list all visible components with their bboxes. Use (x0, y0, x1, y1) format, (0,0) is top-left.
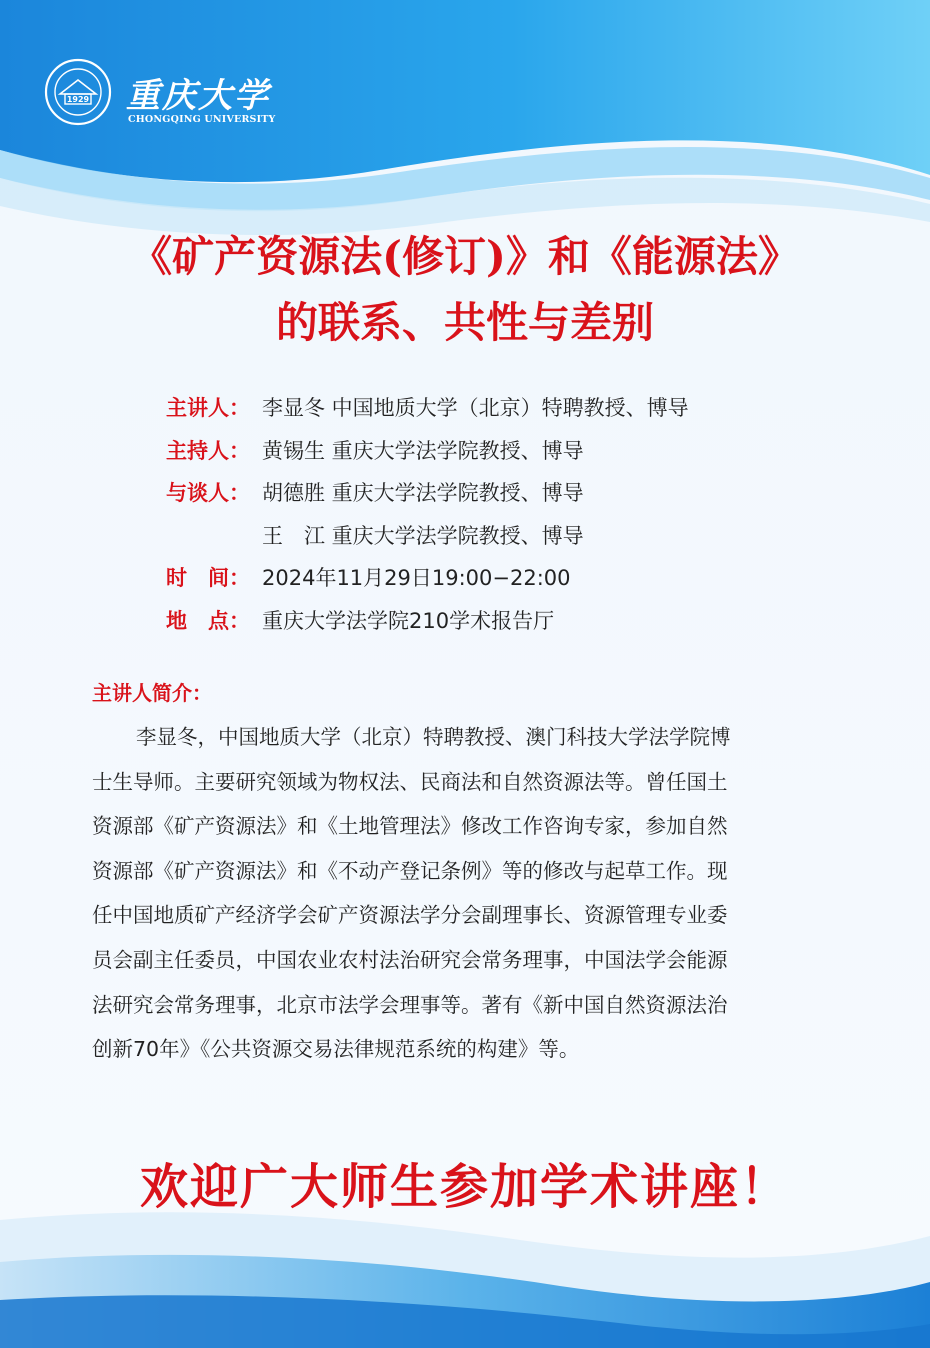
info-value: 王 江 重庆大学法学院教授、博导 (262, 523, 584, 548)
title-line-1: 《矿产资源法(修订)》和《能源法》 (130, 232, 800, 281)
bio-line: 任中国地质矿产经济学会矿产资源法学分会副理事长、资源管理专业委 (92, 903, 728, 928)
university-emblem-icon (44, 58, 112, 126)
bio-line: 士生导师。主要研究领域为物权法、民商法和自然资源法等。曾任国土 (92, 769, 728, 794)
info-label: 与谈人： (166, 481, 250, 506)
bio-line: 李显冬，中国地质大学（北京）特聘教授、澳门科技大学法学院博 (136, 725, 731, 749)
info-label: 主持人： (166, 438, 250, 463)
bio-line: 员会副主任委员，中国农业农村法治研究会常务理事，中国法学会能源 (92, 947, 728, 972)
speaker-bio-heading: 主讲人简介： (92, 681, 212, 705)
university-name-english: CHONGQING UNIVERSITY (128, 114, 276, 125)
welcome-message: 欢迎广大师生参加学术讲座！ (139, 1159, 790, 1215)
university-logo (44, 58, 304, 128)
speaker-bio (92, 715, 832, 1072)
info-value: 胡德胜 重庆大学法学院教授、博导 (262, 481, 584, 506)
lecture-title (0, 224, 930, 356)
title-line-2: 的联系、共性与差别 (275, 298, 654, 347)
info-label: 时 间： (166, 566, 250, 591)
info-label: 主讲人： (166, 396, 250, 420)
bio-line: 资源部《矿产资源法》和《不动产登记条例》等的修改与起草工作。现 (92, 858, 728, 883)
info-value: 重庆大学法学院210学术报告厅 (262, 608, 555, 633)
info-value: 李显冬 中国地质大学（北京）特聘教授、博导 (262, 396, 689, 420)
university-name: 重庆大学 (126, 76, 270, 116)
bio-line: 资源部《矿产资源法》和《土地管理法》修改工作咨询专家，参加自然 (92, 814, 728, 839)
bio-line: 法研究会常务理事，北京市法学会理事等。著有《新中国自然资源法治 (92, 992, 728, 1017)
emblem-year: 1929 (66, 95, 90, 104)
bio-line: 创新70年》《公共资源交易法律规范系统的构建》等。 (92, 1037, 580, 1062)
info-label: 地 点： (166, 608, 250, 633)
info-value: 黄锡生 重庆大学法学院教授、博导 (262, 438, 584, 463)
info-value: 2024年11月29日19:00−22:00 (262, 566, 571, 591)
